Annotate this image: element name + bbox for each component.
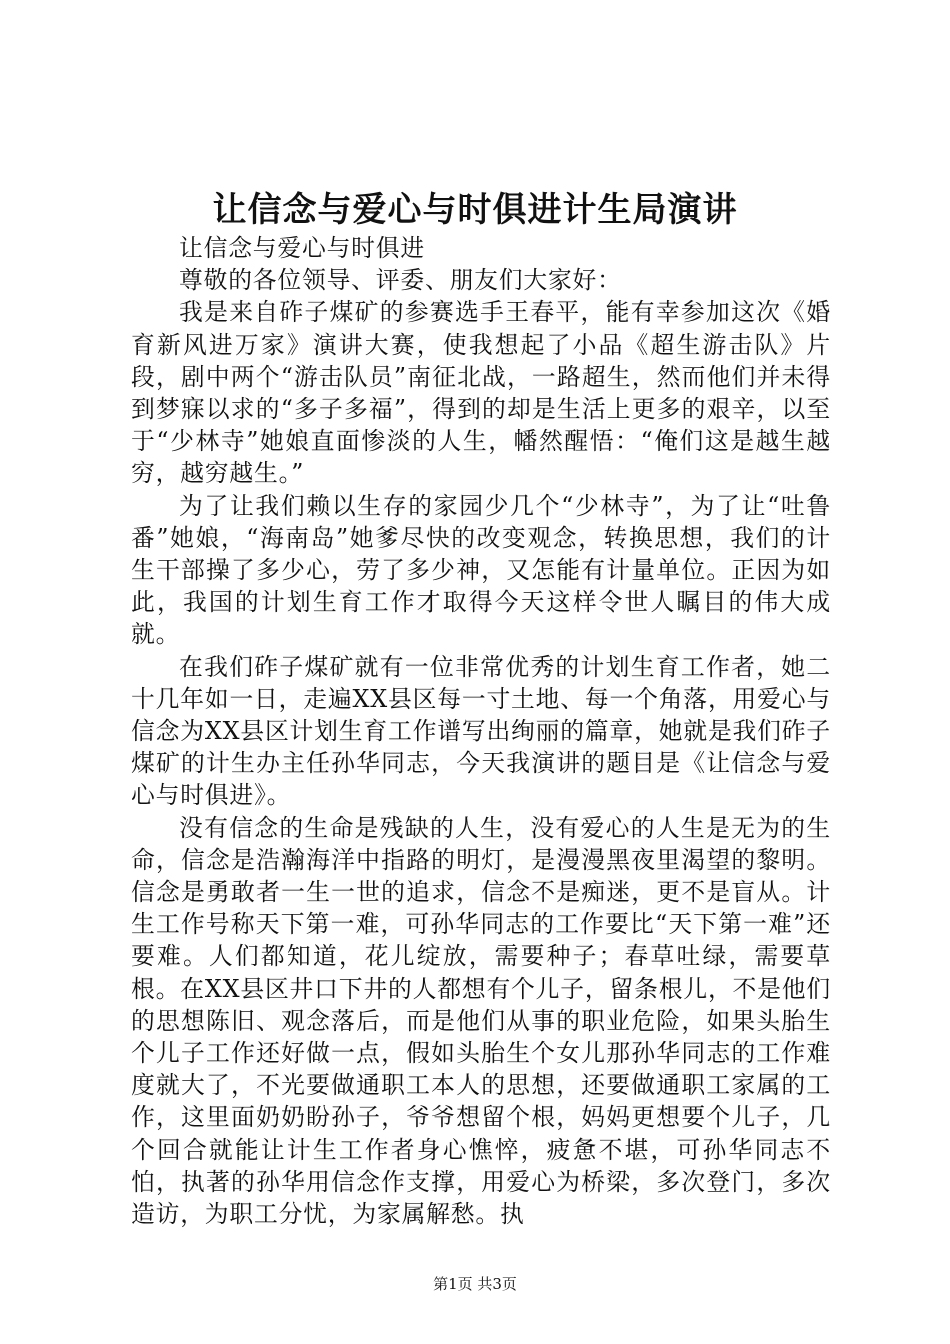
body-paragraph: 我是来自砟子煤矿的参赛选手王春平，能有幸参加这次《婚育新风进万家》演讲大赛，使我想起了小品《超生游击队》片段，剧中两个“游击队员”南征北战，一路超生，然而他们并未得到梦寐以求的“多子多福”，得到的却是生活上更多的艰辛，以至于“少林寺”她娘直面惨淡的人生，幡然醒悟：“俺们这是越生越穷，越穷越生。”	[131, 298, 831, 488]
speech-subtitle: 让信念与爱心与时俱进	[179, 234, 425, 262]
page-footer: 第1页 共3页	[433, 1275, 517, 1293]
body-paragraph: 没有信念的生命是残缺的人生，没有爱心的人生是无为的生命，信念是浩瀚海洋中指路的明灯，是漫漫黑夜里渴望的黎明。信念是勇敢者一生一世的追求，信念不是痴迷，更不是盲从。计生工作号称天下第一难，可孙华同志的工作要比“天下第一难”还要难。人们都知道，花儿绽放，需要种子；春草吐绿，需要草根。在XX县区井口下井的人都想有个儿子，留条根儿，不是他们的思想陈旧、观念落后，而是他们从事的职业危险，如果头胎生个儿子工作还好做一点，假如头胎生个女儿那孙华同志的工作难度就大了，不光要做通职工本人的思想，还要做通职工家属的工作，这里面奶奶盼孙子，爷爷想留个根，妈妈更想要个儿子，几个回合就能让计生工作者身心憔悴，疲惫不堪，可孙华同志不怕，执著的孙华用信念作支撑，用爱心为桥梁，多次登门，多次造访，为职工分忧，为家属解愁。执	[131, 813, 831, 1229]
body-paragraph: 为了让我们赖以生存的家园少几个“少林寺”，为了让“吐鲁番”她娘，“海南岛”她爹尽快的改变观念，转换思想，我们的计生干部操了多少心，劳了多少神，又怎能有计量单位。正因为如此，我国的计划生育工作才取得今天这样令世人瞩目的伟大成就。	[131, 491, 831, 649]
document-title: 让信念与爱心与时俱进计生局演讲	[212, 190, 738, 230]
body-paragraph: 在我们砟子煤矿就有一位非常优秀的计划生育工作者，她二十几年如一日，走遍XX县区每一寸土地、每一个角落，用爱心与信念为XX县区计划生育工作谱写出绚丽的篇章，她就是我们砟子煤矿的计生办主任孙华同志，今天我演讲的题目是《让信念与爱心与时俱进》。	[131, 652, 831, 810]
document-body	[131, 232, 831, 1230]
greeting-line: 尊敬的各位领导、评委、朋友们大家好：	[179, 266, 622, 295]
